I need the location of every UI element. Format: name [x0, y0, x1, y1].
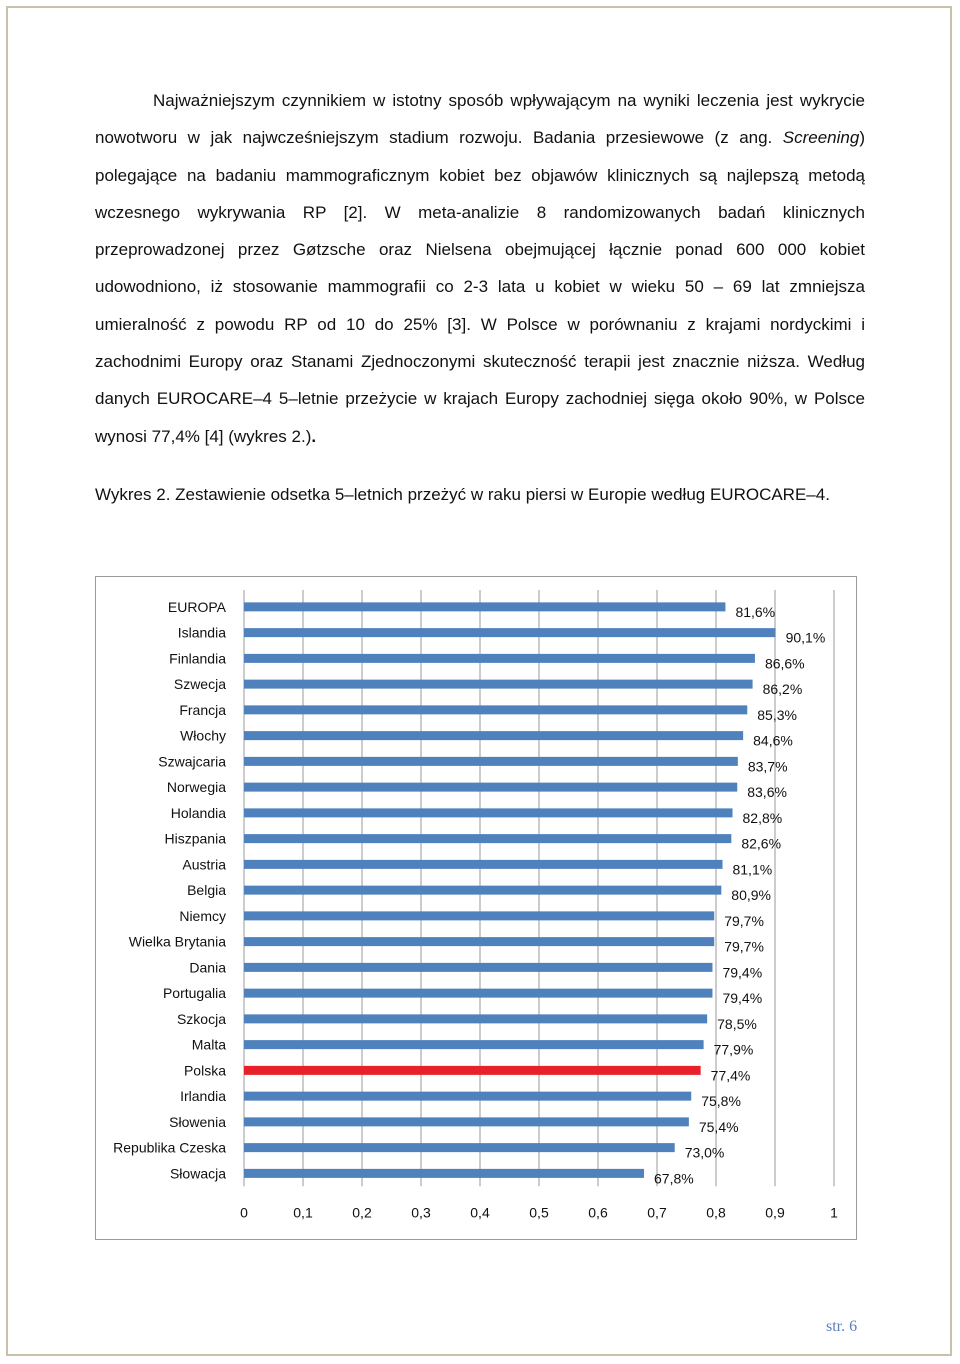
value-label: 79,4% [722, 964, 763, 981]
bar [244, 1066, 701, 1075]
bar [244, 963, 712, 972]
category-label: Słowenia [169, 1113, 226, 1130]
value-label: 79,4% [722, 990, 763, 1007]
category-label: Holandia [170, 804, 226, 821]
paragraph-text-1: Najważniejszym czynnikiem w istotny sposób wpływającym na wyniki leczenia jest wykrycie nowotworu w jak najwcześniejszym stadium rozwoju. Badania przesiewowe (z ang. [95, 91, 865, 148]
paragraph-text-end: . [311, 426, 317, 446]
bar [244, 860, 722, 869]
paragraph-text-2: ) polegające na badaniu mammograficznym kobiet bez objawów klinicznych są najlepszą metodą wczesnego wykrywania RP [2]. W meta-analizie 8 randomizowanych badań klinicznych przeprowadzonej przez Gøtzsche oraz Nielsena obejmującej łącznie ponad 600 000 kobiet udowodniono, iż stosowanie mammografii co 2-3 lata u kobiet w wieku 50 – 69 lat zmniejsza umieralność z powodu RP od 10 do 25% [3]. W Polsce w porównaniu z krajami nordyckimi i zachodnimi Europy oraz Stanami Zjednoczonymi skuteczność terapii jest znacznie niższa. Według danych EUROCARE–4 5–letnie przeżycie w krajach Europy zachodniej sięga około 90%, w Polsce wynosi 77,4% [4] (wykres 2.) [95, 128, 865, 446]
bar [244, 834, 731, 843]
category-label: Włochy [180, 727, 226, 744]
bar [244, 680, 753, 689]
bar [244, 989, 712, 998]
value-label: 82,8% [742, 809, 783, 826]
category-label: Malta [191, 1036, 226, 1053]
x-tick-label: 0,4 [470, 1204, 490, 1221]
value-label: 83,6% [747, 784, 787, 801]
value-label: 86,6% [764, 655, 805, 672]
bar [244, 783, 737, 792]
value-label: 86,2% [762, 681, 803, 698]
category-label: EUROPA [167, 598, 226, 615]
category-label: Hiszpania [164, 830, 226, 847]
category-label: Belgia [187, 882, 226, 899]
x-tick-label: 0,6 [588, 1204, 608, 1221]
bar-chart [96, 577, 858, 1241]
x-tick-label: 0,8 [706, 1204, 726, 1221]
value-label: 67,8% [654, 1170, 694, 1187]
bar [244, 911, 714, 920]
bar [244, 1143, 675, 1152]
x-tick-label: 0,5 [529, 1204, 549, 1221]
bar [244, 937, 714, 946]
category-label: Republika Czeska [113, 1139, 226, 1156]
bar [244, 757, 738, 766]
value-label: 79,7% [724, 938, 764, 955]
value-label: 82,6% [741, 835, 782, 852]
value-label: 75,8% [701, 1093, 741, 1110]
bar [244, 1014, 707, 1023]
x-tick-label: 0,7 [647, 1204, 667, 1221]
category-label: Irlandia [180, 1088, 226, 1105]
category-label: Słowacja [169, 1165, 226, 1182]
value-label: 77,4% [710, 1067, 751, 1084]
category-label: Szkocja [176, 1010, 226, 1027]
category-label: Szwajcaria [158, 753, 226, 770]
value-label: 78,5% [717, 1015, 757, 1032]
value-label: 75,4% [698, 1118, 739, 1135]
category-label: Portugalia [162, 985, 226, 1002]
bar [244, 1092, 691, 1101]
x-tick-label: 0,2 [352, 1204, 372, 1221]
figure-caption: Wykres 2. Zestawienie odsetka 5–letnich przeżyć w raku piersi w Europie według EUROCARE–4. [95, 485, 830, 504]
value-label: 84,6% [753, 732, 793, 749]
value-label: 90,1% [785, 629, 826, 646]
bar [244, 808, 733, 817]
category-label: Austria [182, 856, 226, 873]
value-label: 81,1% [732, 861, 773, 878]
category-label: Finlandia [169, 650, 226, 667]
value-label: 85,3% [757, 706, 797, 723]
category-label: Wielka Brytania [128, 933, 226, 950]
page-number: str. 6 [826, 1318, 858, 1335]
category-label: Polska [183, 1062, 226, 1079]
chart-container [95, 576, 857, 1240]
category-label: Islandia [177, 624, 226, 641]
bar [244, 731, 743, 740]
category-label: Norwegia [166, 779, 226, 796]
x-tick-label: 0 [240, 1204, 248, 1221]
body-paragraph [95, 82, 865, 455]
x-tick-label: 1 [830, 1204, 838, 1221]
bar [244, 1117, 689, 1126]
x-tick-label: 0,1 [293, 1204, 313, 1221]
value-label: 81,6% [735, 603, 776, 620]
value-label: 73,0% [684, 1144, 725, 1161]
bar [244, 886, 721, 895]
x-tick-label: 0,3 [411, 1204, 431, 1221]
value-label: 83,7% [747, 758, 788, 775]
x-tick-label: 0,9 [765, 1204, 785, 1221]
value-label: 80,9% [731, 887, 772, 904]
bar [244, 654, 755, 663]
paragraph-text-italic: Screening [782, 128, 860, 148]
value-label: 79,7% [724, 912, 764, 929]
bar [244, 628, 776, 637]
category-label: Francja [179, 701, 226, 718]
value-label: 77,9% [713, 1041, 754, 1058]
category-label: Szwecja [173, 676, 226, 693]
bar [244, 705, 747, 714]
category-label: Niemcy [179, 907, 226, 924]
bar [244, 1169, 644, 1178]
bar [244, 602, 725, 611]
bar [244, 1040, 704, 1049]
category-label: Dania [189, 959, 226, 976]
